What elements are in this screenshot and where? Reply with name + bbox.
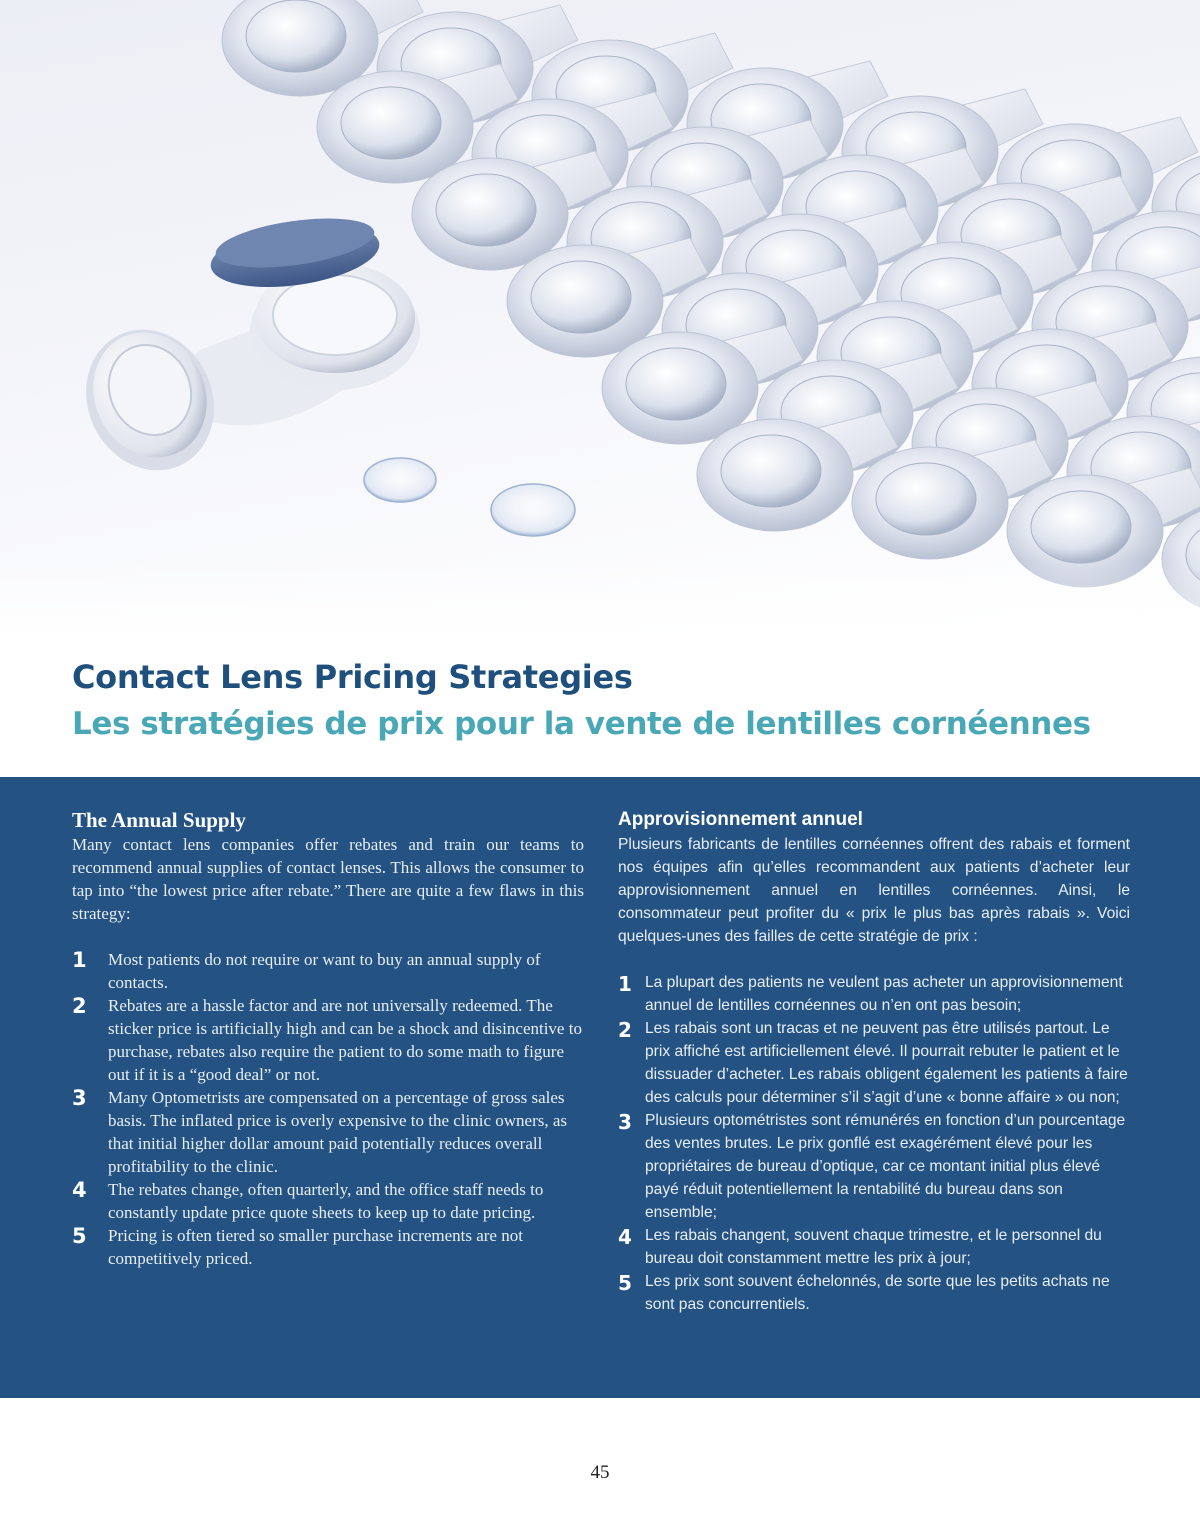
content-band — [0, 777, 1200, 1398]
contact-lens-left — [364, 458, 436, 502]
list-number: 3 — [72, 1086, 87, 1110]
page-title-english: Contact Lens Pricing Strategies — [72, 658, 633, 696]
page-title-french: Les stratégies de prix pour la vente de lentilles cornéennes — [72, 706, 1091, 742]
list-text: Pricing is often tiered so smaller purchase increments are not competitively priced. — [108, 1226, 523, 1268]
english-column — [72, 807, 584, 1270]
list-text: Les rabais changent, souvent chaque trimestre, et le personnel du bureau doit constamment mettre les prix à jour; — [645, 1227, 1102, 1267]
list-number: 5 — [618, 1271, 632, 1295]
list-item — [618, 1224, 1130, 1270]
list-number: 4 — [72, 1178, 87, 1202]
list-text: Rebates are a hassle factor and are not universally redeemed. The sticker price is artificially high and can be a shock and disincentive to purchase, rebates also require the patient to do some math to figure out if it is a “good deal” or not. — [108, 996, 582, 1084]
list-text: La plupart des patients ne veulent pas acheter un approvisionnement annuel de lentilles cornéennes ou n’en ont pas besoin; — [645, 974, 1123, 1014]
list-number: 2 — [618, 1018, 632, 1042]
list-number: 1 — [618, 972, 632, 996]
french-column — [618, 807, 1130, 1316]
list-item — [618, 1109, 1130, 1224]
list-number: 3 — [618, 1110, 632, 1134]
list-item — [72, 994, 584, 1086]
list-item — [72, 1086, 584, 1178]
contact-lens-illustration — [0, 0, 1200, 640]
french-heading: Approvisionnement annuel — [618, 809, 863, 830]
french-intro: Plusieurs fabricants de lentilles cornéennes offrent des rabais et forment nos équipes afin qu’elles recommandent aux patients d’acheter leur approvisionnement annuel en lentilles cornéennes. Ainsi, le consommateur peut profiter du « prix le plus bas après rabais ». Voici quelques-unes des failles de cette stratégie de prix : — [618, 836, 1130, 945]
list-item — [618, 1017, 1130, 1109]
page-number: 45 — [590, 1462, 610, 1483]
lens-case — [63, 210, 420, 491]
list-number: 4 — [618, 1225, 632, 1249]
list-item — [72, 1178, 584, 1224]
french-points-list — [618, 971, 1130, 1316]
english-intro: Many contact lens companies offer rebates and train our teams to recommend annual supplies of contact lenses. This allows the consumer to tap into “the lowest price after rebate.” There are quite a few flaws in this strategy: — [72, 835, 584, 923]
list-text: Les prix sont souvent échelonnés, de sorte que les petits achats ne sont pas concurrentiels. — [645, 1273, 1110, 1313]
english-heading: The Annual Supply — [72, 808, 246, 832]
list-item — [72, 948, 584, 994]
english-points-list — [72, 948, 584, 1270]
list-number: 1 — [72, 948, 87, 972]
list-text: Most patients do not require or want to buy an annual supply of contacts. — [108, 950, 541, 992]
list-number: 5 — [72, 1224, 87, 1248]
list-number: 2 — [72, 994, 87, 1018]
list-item — [618, 1270, 1130, 1316]
list-text: Many Optometrists are compensated on a percentage of gross sales basis. The inflated price is overly expensive to the clinic owners, as that initial higher dollar amount paid potentially reduces overall profitability to the clinic. — [108, 1088, 568, 1176]
list-text: Plusieurs optométristes sont rémunérés en fonction d’un pourcentage des ventes brutes. Le prix gonflé est exagérément élevé pour les propriétaires de bureau d’optique, car ce montant initial plus élevé payé réduit potentiellement la rentabilité du bureau dans son ensemble; — [645, 1112, 1126, 1221]
list-text: Les rabais sont un tracas et ne peuvent pas être utilisés partout. Le prix affiché est artificiellement élevé. Il pourrait rebuter le patient et le dissuader d’acheter. Les rabais obligent également les patients à faire des calculs pour déterminer s’il s’agit d’une « bonne affaire » ou non; — [645, 1020, 1128, 1106]
hero-photo — [0, 0, 1200, 640]
list-item — [72, 1224, 584, 1270]
list-text: The rebates change, often quarterly, and the office staff needs to constantly update price quote sheets to keep up to date pricing. — [108, 1180, 544, 1222]
contact-lens-right — [491, 484, 575, 536]
list-item — [618, 971, 1130, 1017]
